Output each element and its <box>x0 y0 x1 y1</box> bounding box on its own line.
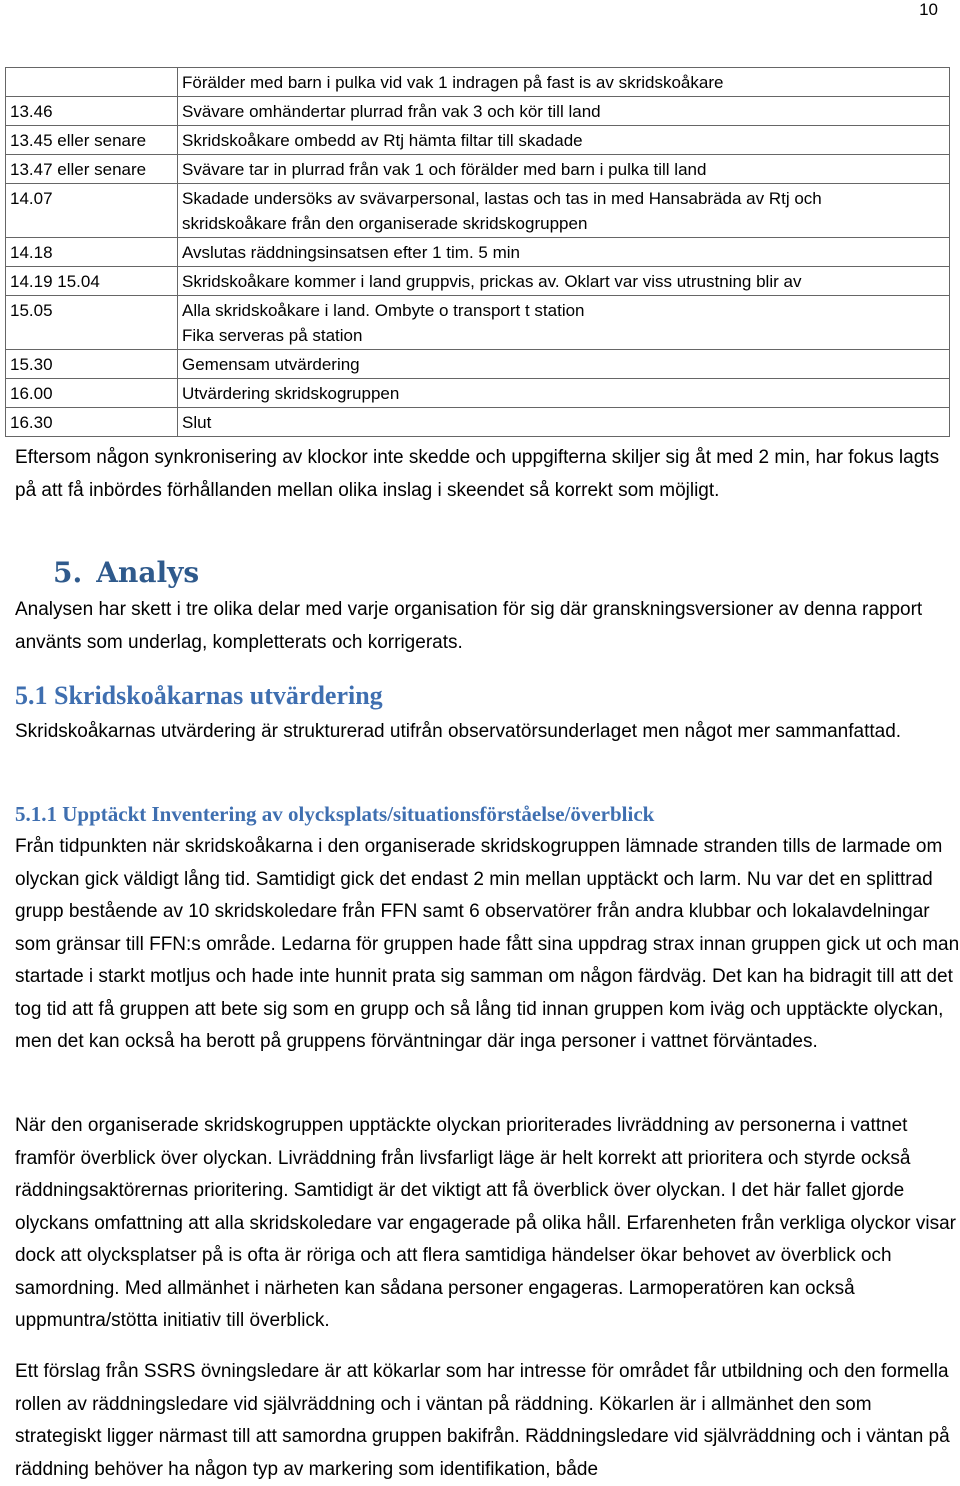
section-5-1-heading: 5.1 Skridskoåkarnas utvärdering <box>15 681 383 710</box>
paragraph: När den organiserade skridskogruppen upptäckte olyckan prioriterades livräddning av personerna i vattnet framför överblick över olyckan. Livräddning från livsfarligt läge är helt korrekt att prioritera och styrde också räddningsaktörernas prioritering. Samtidigt är det viktigt att få överblick över olyckan. I det här fallet gjorde olyckans omfattning att alla skridskoledare var engagerade på olika håll. Erfarenheten från verkliga olyckor visar dock att olycksplatser på is ofta är röriga och att flera samtidiga händelser ökar behovet av överblick och samordning. Med allmänhet i närheten kan sådana personer engageras. Larmoperatören kan också uppmuntra/stötta initiativ till överblick. <box>15 1115 956 1331</box>
time-cell: 14.19 15.04 <box>6 267 178 296</box>
table-row <box>6 296 950 350</box>
paragraph: Ett förslag från SSRS övningsledare är att kökarlar som har intresse för området får utbildning och den formella rollen av räddningsledare vid självräddning och i väntan på räddning. Kökarlen är i allmänhet den som strategiskt ligger närmast till att samordna gruppen bakifrån. Räddningsledare vid självräddning och i väntan på räddning behöver ha någon typ av markering som identifikation, både <box>15 1361 950 1480</box>
table-row <box>6 126 950 155</box>
event-cell: Slut <box>178 408 950 437</box>
time-cell: 13.45 eller senare <box>6 126 178 155</box>
time-cell: 14.07 <box>6 184 178 238</box>
table-row <box>6 184 950 238</box>
event-cell: Utvärdering skridskogruppen <box>178 379 950 408</box>
paragraph: Eftersom någon synkronisering av klockor inte skedde och uppgifterna skiljer sig åt med 2 min, har fokus lagts på att få inbördes förhållanden mellan olika inslag i skeendet så korrekt som möjligt. <box>15 447 940 501</box>
table-row <box>6 379 950 408</box>
paragraph: Analysen har skett i tre olika delar med varje organisation för sig där granskningsversioner av denna rapport använts som underlag, kompletterats och korrigerats. <box>15 599 923 653</box>
event-cell: Gemensam utvärdering <box>178 350 950 379</box>
table-row <box>6 238 950 267</box>
event-cell <box>178 296 950 350</box>
event-cell: Förälder med barn i pulka vid vak 1 indragen på fast is av skridskoåkare <box>178 68 950 97</box>
event-line: skridskoåkare från den organiserade skridskogruppen <box>182 214 588 233</box>
table-row <box>6 97 950 126</box>
section-5-1-body <box>15 716 960 749</box>
paragraph: Från tidpunkten när skridskoåkarna i den organiserade skridskogruppen lämnade stranden tills de larmade om olyckan gick väldigt lång tid. Samtidigt gick det endast 2 min mellan upptäckt och larm. Nu var det en splittrad grupp bestående av 10 skridskoledare från FFN samt 6 observatörer från andra klubbar och lokalavdelningar som gränsar till FFN:s område. Ledarna för gruppen hade fått sina uppdrag strax innan gruppen gick ut och man startade i starkt motljus och hade inte hunnit prata sig samman om någon färdväg. Det kan ha bidragit till att det tog tid att få gruppen att bete sig som en grupp och så lång tid innan gruppen kom iväg och upptäckte olyckan, men det kan också ha berott på gruppens förväntningar där inga personer i vattnet förväntades. <box>15 836 960 1052</box>
timeline-table <box>5 67 950 437</box>
section-title: Analys <box>96 556 200 589</box>
section-5-1-1-body-2 <box>15 1110 960 1338</box>
time-cell: 16.30 <box>6 408 178 437</box>
table-row <box>6 408 950 437</box>
time-cell <box>6 68 178 97</box>
lead-paragraph <box>15 442 960 507</box>
time-cell: 15.05 <box>6 296 178 350</box>
table-row <box>6 267 950 296</box>
table-row <box>6 350 950 379</box>
time-cell: 13.47 eller senare <box>6 155 178 184</box>
section-5-1-1-heading: 5.1.1 Upptäckt Inventering av olycksplats/situationsförståelse/överblick <box>15 802 655 826</box>
section-5-body <box>15 594 960 659</box>
time-cell: 15.30 <box>6 350 178 379</box>
paragraph: Skridskoåkarnas utvärdering är strukturerad utifrån observatörsunderlaget men något mer sammanfattad. <box>15 721 902 742</box>
event-cell: Skridskoåkare ombedd av Rtj hämta filtar till skadade <box>178 126 950 155</box>
table-row <box>6 155 950 184</box>
event-cell: Svävare omhändertar plurrad från vak 3 och kör till land <box>178 97 950 126</box>
event-line: Skadade undersöks av svävarpersonal, lastas och tas in med Hansabräda av Rtj och <box>182 189 822 208</box>
page-number: 10 <box>919 0 938 19</box>
time-cell: 16.00 <box>6 379 178 408</box>
section-5-1-1-body <box>15 831 960 1059</box>
event-line: Alla skridskoåkare i land. Ombyte o transport t station <box>182 301 585 320</box>
event-cell: Svävare tar in plurrad från vak 1 och förälder med barn i pulka till land <box>178 155 950 184</box>
event-cell: Avslutas räddningsinsatsen efter 1 tim. 5 min <box>178 238 950 267</box>
event-cell <box>178 184 950 238</box>
table-row <box>6 68 950 97</box>
section-5-1-1-body-3 <box>15 1356 960 1486</box>
section-5-heading <box>53 556 199 589</box>
section-number: 5. <box>53 556 83 589</box>
time-cell: 13.46 <box>6 97 178 126</box>
event-cell: Skridskoåkare kommer i land gruppvis, prickas av. Oklart var viss utrustning blir av <box>178 267 950 296</box>
event-line: Fika serveras på station <box>182 326 363 345</box>
time-cell: 14.18 <box>6 238 178 267</box>
